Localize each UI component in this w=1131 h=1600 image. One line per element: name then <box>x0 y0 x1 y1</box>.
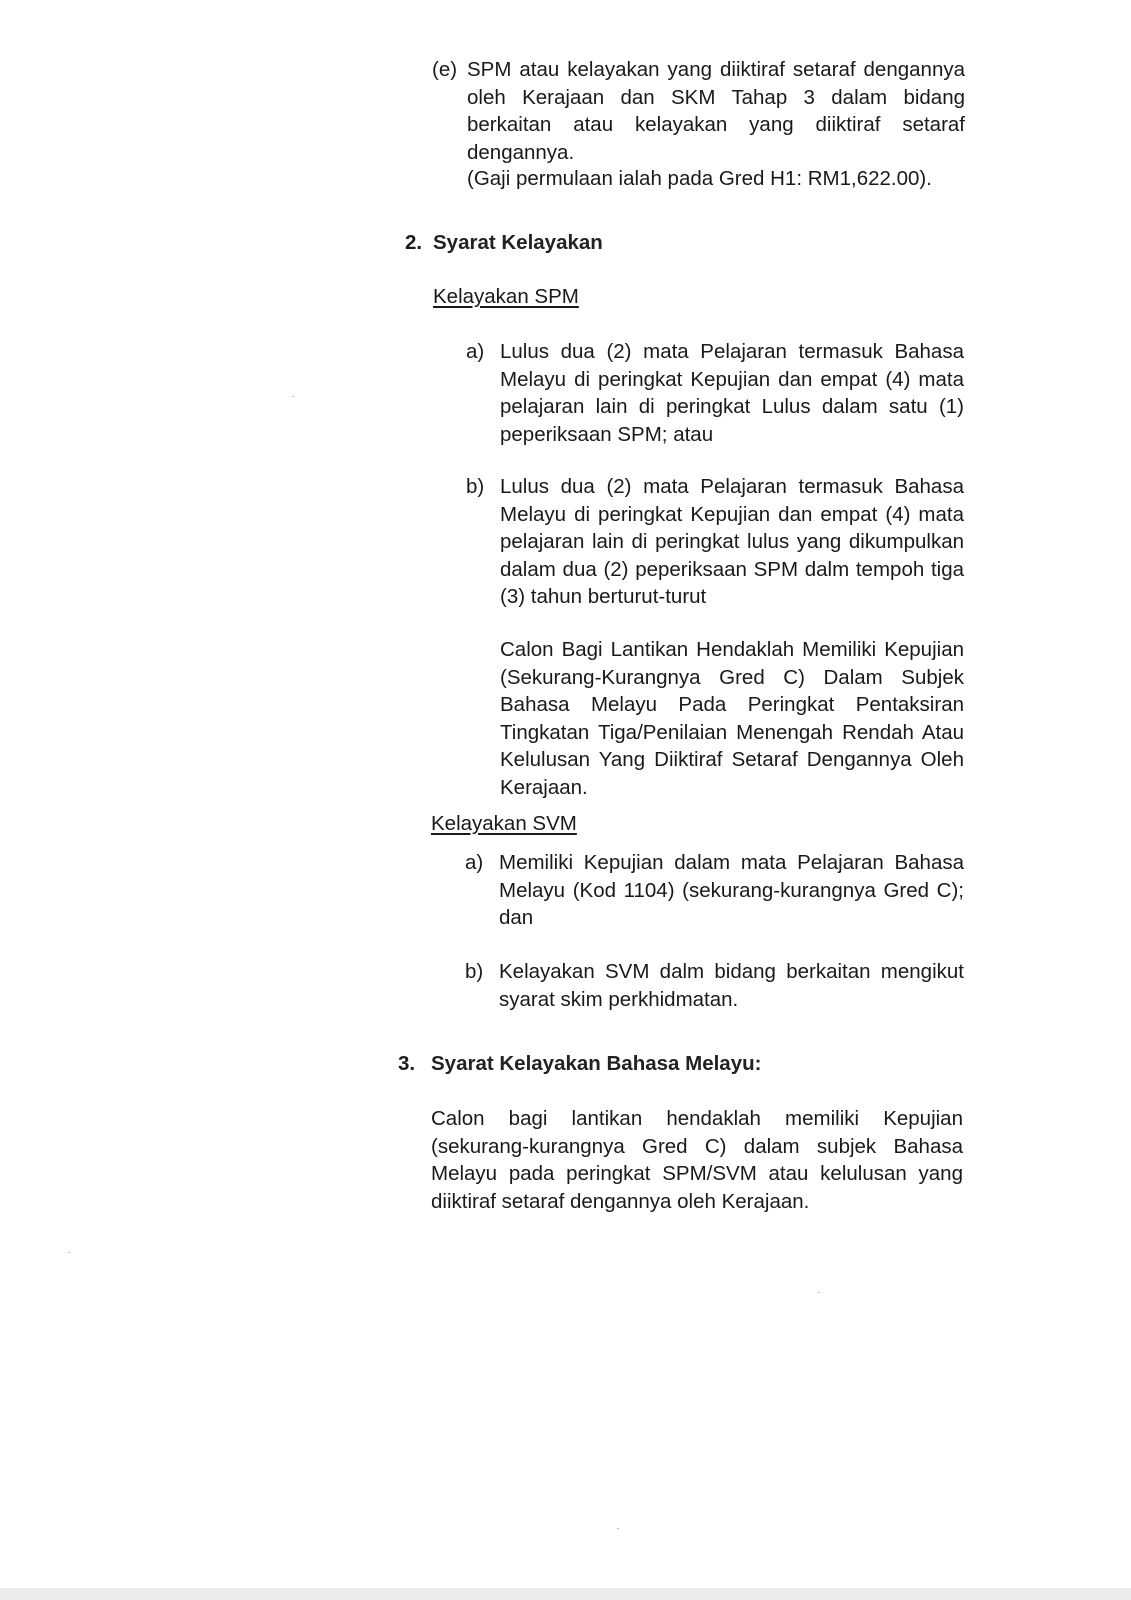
svm-item-b-label: b) <box>465 960 484 983</box>
section-2-number: 2. <box>405 231 423 254</box>
item-e-text: SPM atau kelayakan yang diiktiraf setaraf dengannya oleh Kerajaan dan SKM Tahap 3 dalam bidang berkaitan atau kelayakan yang diiktiraf setaraf dengannya. <box>467 58 965 164</box>
svm-item-b-text: Kelayakan SVM dalm bidang berkaitan mengikut syarat skim perkhidmatan. <box>499 960 964 1011</box>
spm-heading: Kelayakan SPM <box>433 285 579 308</box>
spm-item-b-label: b) <box>466 475 485 498</box>
svm-item-a-label: a) <box>465 851 484 874</box>
section-3-number: 3. <box>398 1052 416 1075</box>
item-e-label: (e) <box>432 58 458 81</box>
section-2-title: Syarat Kelayakan <box>433 231 603 254</box>
spm-item-a-label: a) <box>466 340 485 363</box>
scan-speck <box>292 396 294 397</box>
section-3-text: Calon bagi lantikan hendaklah memiliki Kepujian (sekurang-kurangnya Gred C) dalam subjek Bahasa Melayu pada peringkat SPM/SVM atau kelulusan yang diiktiraf setaraf dengannya oleh Kerajaan. <box>431 1107 963 1213</box>
spm-note: Calon Bagi Lantikan Hendaklah Memiliki Kepujian (Sekurang-Kurangnya Gred C) Dalam Subjek Bahasa Melayu Pada Peringkat Pentaksiran Tingkatan Tiga/Penilaian Menengah Rendah Atau Kelulusan Yang Diiktiraf Setaraf Dengannya Oleh Kerajaan. <box>500 638 964 799</box>
scan-edge <box>0 1588 1131 1600</box>
spm-item-a-text: Lulus dua (2) mata Pelajaran termasuk Bahasa Melayu di peringkat Kepujian dan empat (4) mata pelajaran lain di peringkat Lulus dalam satu (1) peperiksaan SPM; atau <box>500 340 964 446</box>
scan-speck <box>818 1292 820 1293</box>
spm-item-b-text: Lulus dua (2) mata Pelajaran termasuk Bahasa Melayu di peringkat Kepujian dan empat (4) mata pelajaran lain di peringkat lulus yang dikumpulkan dalam dua (2) peperiksaan SPM dalm tempoh tiga (3) tahun berturut-turut <box>500 475 964 608</box>
scan-speck <box>68 1252 70 1253</box>
svm-item-a-text: Memiliki Kepujian dalam mata Pelajaran Bahasa Melayu (Kod 1104) (sekurang-kurangnya Gred C); dan <box>499 851 964 929</box>
scan-speck <box>617 1528 619 1529</box>
section-3-title: Syarat Kelayakan Bahasa Melayu: <box>431 1052 762 1075</box>
svm-heading: Kelayakan SVM <box>431 812 577 835</box>
item-e-salary: (Gaji permulaan ialah pada Gred H1: RM1,622.00). <box>467 167 932 190</box>
